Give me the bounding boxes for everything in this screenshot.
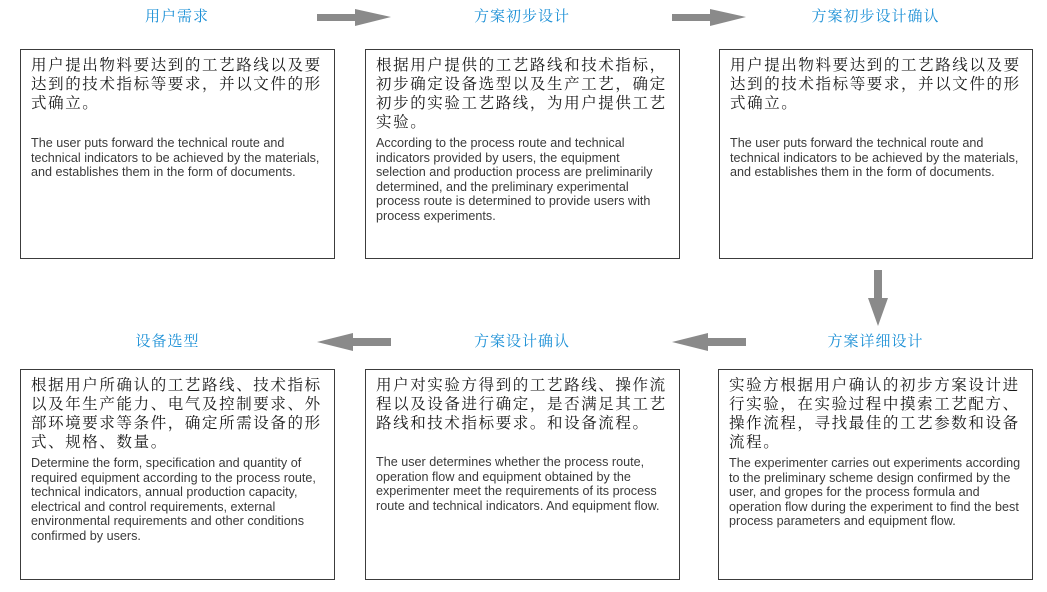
step-title-detailed-design: 方案详细设计 xyxy=(827,333,924,350)
step-box-detailed-design xyxy=(718,369,1033,580)
step-description-zh: 用户提出物料要达到的工艺路线以及要达到的技术指标等要求，并以文件的形式确立。 xyxy=(730,57,1021,112)
step-title-user-requirements: 用户需求 xyxy=(144,8,209,25)
step-box-user-requirements xyxy=(20,49,335,259)
step-description-en: The user puts forward the technical route and technical indicators to be achieved by the materials, and establishes them in the form of documents. xyxy=(31,136,320,180)
step-box-preliminary-design xyxy=(365,49,680,259)
step-title-design-confirmation: 方案设计确认 xyxy=(473,333,570,350)
step-description-zh: 用户提出物料要达到的工艺路线以及要达到的技术指标等要求，并以文件的形式确立。 xyxy=(31,57,322,112)
arrow-down-icon xyxy=(866,268,890,328)
step-description-en: The user puts forward the technical route and technical indicators to be achieved by the materials, and establishes them in the form of documents. xyxy=(730,136,1019,180)
arrow-right-icon xyxy=(670,8,748,28)
step-title-equipment-selection: 设备选型 xyxy=(135,333,200,350)
step-description-zh: 实验方根据用户确认的初步方案设计进行实验，在实验过程中摸索工艺配方、操作流程，寻找最佳的工艺参数和设备流程。 xyxy=(729,377,1020,451)
step-description-en: The experimenter carries out experiments according to the preliminary scheme design confirmed by the user, and gropes for the process formula and operation flow during the experiment to find the best process parameters and equipment flow. xyxy=(729,456,1021,529)
step-description-zh: 根据用户所确认的工艺路线、技术指标以及年生产能力、电气及控制要求、外部环境要求等条件，确定所需设备的形式、规格、数量。 xyxy=(31,377,322,451)
step-description-zh: 用户对实验方得到的工艺路线、操作流程以及设备进行确定，是否满足其工艺路线和技术指标要求。和设备流程。 xyxy=(376,377,667,432)
step-title-preliminary-design-confirmation: 方案初步设计确认 xyxy=(811,8,940,25)
step-description-en: The user determines whether the process route, operation flow and equipment obtained by the experimenter meet the requirements of its process route and technical indicators. And equipment flow. xyxy=(376,455,660,513)
arrow-left-icon xyxy=(315,332,393,352)
step-box-equipment-selection xyxy=(20,369,335,580)
step-box-design-confirmation xyxy=(365,369,680,580)
step-description-zh: 根据用户提供的工艺路线和技术指标，初步确定设备选型以及生产工艺，确定初步的实验工艺路线，为用户提供工艺实验。 xyxy=(376,57,667,131)
step-description-en: Determine the form, specification and quantity of required equipment according to the process route, technical indicators, annual production capacity, electrical and control requirements, external environmental requirements and other conditions confirmed by users. xyxy=(31,456,316,543)
arrow-right-icon xyxy=(315,8,393,28)
step-title-preliminary-design: 方案初步设计 xyxy=(473,8,570,25)
step-description-en: According to the process route and technical indicators provided by users, the equipment selection and production process are preliminarily determined, and the preliminary experimental process route is determined to provide users with process experiments. xyxy=(376,136,653,223)
arrow-left-icon xyxy=(670,332,748,352)
step-box-preliminary-design-confirmation xyxy=(719,49,1033,259)
